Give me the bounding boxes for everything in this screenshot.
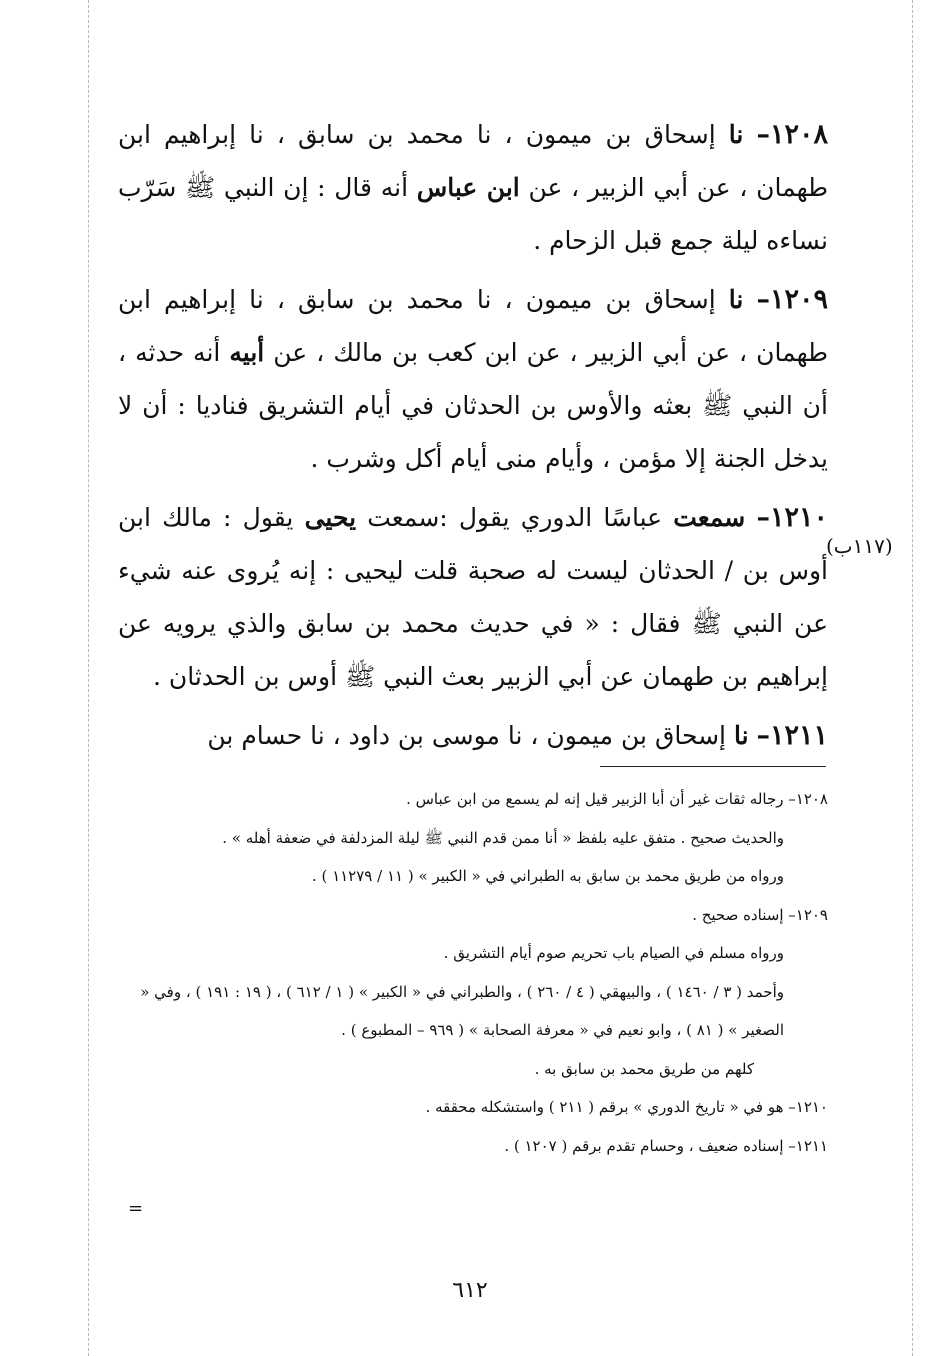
entry-bold-name: يحيى — [304, 503, 357, 532]
footnote-line: وأحمد ( ٣ / ١٤٦٠ ) ، والبيهقي ( ٤ / ٢٦٠ ) ، والطبراني في « الكبير » ( ١ / ٦١٢ ) ، ( ١٩ : ١٩١ ) ، وفي « الصغير » ( ٨١ ) ، وابو نعيم في « معرفة الصحابة » ( ٩٦٩ – المطبوع ) . — [140, 982, 784, 1039]
footnote-divider — [600, 766, 826, 767]
entry-number: ١٢١١– — [756, 720, 828, 751]
footnote-line: ١٢٠٨– رجاله ثقات غير أن أبا الزبير قيل إنه لم يسمع من ابن عباس . — [406, 790, 828, 808]
entry-text: إسحاق بن ميمون ، نا محمد بن سابق ، نا إبراهيم ابن طهمان ، عن أبي الزبير ، عن ابن كعب بن مالك ، عن — [118, 285, 828, 367]
footnote-line: ورواه من طريق محمد بن سابق به الطبراني في « الكبير » ( ١١ / ١١٢٧٩ ) . — [311, 867, 784, 885]
entry-text: عباسًا الدوري يقول :سمعت — [356, 503, 674, 532]
entry-lead: نا — [728, 285, 744, 314]
footnotes — [118, 780, 828, 1165]
margin-guide-left — [88, 0, 89, 1356]
entry-bold-name: ابن عباس — [416, 173, 520, 202]
entry-text: إسحاق بن ميمون ، نا محمد بن سابق ، نا إبراهيم ابن طهمان ، عن أبي الزبير ، عن — [118, 120, 829, 202]
entry-lead: نا — [733, 721, 749, 750]
entry-number: ١٢١٠– — [756, 502, 828, 533]
entry-1211 — [118, 709, 828, 762]
entry-text: يقول : مالك ابن أوس بن / الحدثان ليست له صحبة قلت ليحيى : إنه يُروى عنه شيء عن النبي ﷺ فقال : « في حديث محمد بن سابق والذي يرويه عن إبراهيم بن طهمان عن أبي الزبير بعث النبي ﷺ أوس بن الحدثان . — [118, 503, 828, 691]
entry-bold-name: أبيه — [229, 338, 265, 367]
margin-guide-right — [912, 0, 913, 1356]
manuscript-folio-note: (١١٧ب) — [826, 534, 893, 558]
page-number: ٦١٢ — [452, 1278, 488, 1303]
entry-number: ١٢٠٩– — [756, 284, 828, 315]
footnote-line: ١٢١١– إسناده ضعيف ، وحسام تقدم برقم ( ١٢٠٧ ) . — [504, 1136, 828, 1155]
footnote-line: كلهم من طريق محمد بن سابق به . — [534, 1059, 754, 1078]
entry-text: أنه حدثه ، أن النبي ﷺ بعثه والأوس بن الحدثان في أيام التشريق فناديا : أن لا يدخل الجنة إلا مؤمن ، وأيام منى أيام أكل وشرب . — [118, 338, 828, 473]
footnote-line: والحديث صحيح . متفق عليه بلفظ « أنا ممن قدم النبي ﷺ ليلة المزدلفة في ضعفة أهله » . — [222, 828, 784, 847]
entry-1210 — [118, 491, 828, 703]
entry-1208 — [118, 108, 828, 267]
entry-text: أنه قال : إن النبي ﷺ سَرّب نساءه ليلة جمع قبل الزحام . — [118, 173, 828, 255]
footnote-line: ورواه مسلم في الصيام باب تحريم صوم أيام التشريق . — [443, 944, 784, 962]
entry-number: ١٢٠٨– — [756, 119, 828, 150]
footnote-line: ١٢٠٩– إسناده صحيح . — [692, 905, 828, 924]
entry-lead: سمعت — [673, 503, 746, 532]
footnote-line: ١٢١٠– هو في « تاريخ الدوري » برقم ( ٢١١ ) واستشكله محققه . — [425, 1098, 828, 1116]
entry-text: إسحاق بن ميمون ، نا موسى بن داود ، نا حسام بن — [207, 721, 734, 750]
main-text — [118, 108, 828, 768]
entry-lead: نا — [728, 120, 744, 149]
entry-1209 — [118, 273, 828, 485]
continuation-mark: = — [128, 1198, 144, 1219]
